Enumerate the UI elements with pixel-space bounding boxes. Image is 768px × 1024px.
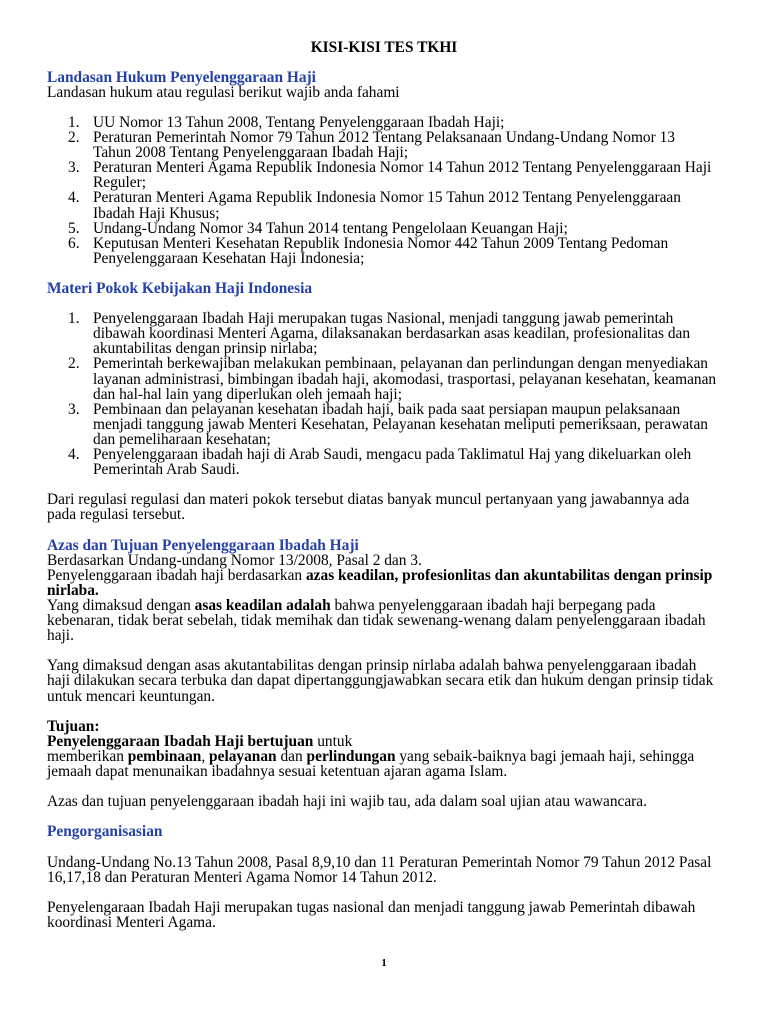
tujuan-label: Tujuan:	[47, 717, 100, 735]
list-item	[47, 356, 747, 401]
list-item-text: Peraturan Menteri Agama Republik Indonesia Nomor 14 Tahun 2012 Tentang Penyelenggaraan Haji Reguler;	[93, 159, 712, 192]
list-item	[47, 160, 747, 190]
list-number: 2.	[68, 355, 80, 373]
list-item-text: Peraturan Pemerintah Nomor 79 Tahun 2012 Tentang Pelaksanaan Undang-Undang Nomor 13 Tahun 2008 Tentang Penyelenggaraan Ibadah Haji;	[93, 129, 675, 162]
azas-basis: Berdasarkan Undang-undang Nomor 13/2008, Pasal 2 dan 3.	[47, 551, 422, 569]
list-number: 3.	[68, 159, 80, 177]
keadilan-bold: asas keadilan adalah	[194, 596, 331, 614]
akuntabilitas-paragraph: Yang dimaksud dengan asas akutantabilitas dengan prinsip nirlaba adalah bahwa penyelenggaraan ibadah haji dilakukan secara terbuka dan dapat dipertanggungjawabkan secara etik dan hukum dengan prinsip tidak untuk mencari keuntungan.	[47, 657, 714, 705]
closing-paragraph: Dari regulasi regulasi dan materi pokok tersebut diatas banyak muncul pertanyaan yang jawabannya ada pada regulasi tersebut.	[47, 491, 690, 524]
list-number: 5.	[68, 219, 80, 237]
list-item-text: Pembinaan dan pelayanan kesehatan ibadah haji, baik pada saat persiapan maupun pelaksanaan menjadi tanggung jawab Menteri Kesehatan, Pelayanan kesehatan meliputi pemeriksaan, perawatan dan pemeliharaan kesehatan;	[93, 400, 708, 448]
list-item	[47, 115, 747, 130]
list-item	[47, 447, 747, 477]
list-number: 4.	[68, 446, 80, 464]
tujuan-body	[47, 749, 747, 779]
list-number: 3.	[68, 400, 80, 418]
document-page	[47, 40, 747, 931]
tujuan-subject-tail: untuk	[313, 732, 353, 750]
section-heading-materi: Materi Pokok Kebijakan Haji Indonesia	[47, 280, 313, 297]
list-item-text: Penyelenggaraan ibadah haji di Arab Saudi, mengacu pada Taklimatul Haj yang dikeluarkan oleh Pemerintah Arab Saudi.	[93, 446, 692, 479]
list-number: 1.	[68, 113, 80, 131]
organisasi-description: Penyelengaraan Ibadah Haji merupakan tugas nasional dan menjadi tanggung jawab Pemerintah dibawah koordinasi Menteri Agama.	[47, 898, 696, 931]
list-item	[47, 130, 747, 160]
azas-principle-paragraph	[47, 568, 747, 598]
list-item-text: Penyelenggaraan Ibadah Haji merupakan tugas Nasional, menjadi tanggung jawab pemerintah dibawah koordinasi Menteri Agama, dilaksanakan berdasarkan asas keadilan, profesionalitas dan akuntabilitas dengan prinsip nirlaba;	[93, 310, 691, 358]
list-item	[47, 311, 747, 356]
section-heading-azas: Azas dan Tujuan Penyelenggaraan Ibadah Haji	[47, 536, 359, 554]
list-item-text: Pemerintah berkewajiban melakukan pembinaan, pelayanan dan perlindungan dengan menyediakan layanan administrasi, bimbingan ibadah haji, akomodasi, trasportasi, pelayanan kesehatan, keamanan dan hal-hal lain yang diperlukan oleh jemaah haji;	[93, 355, 717, 403]
list-item	[47, 236, 747, 266]
landasan-intro: Landasan hukum atau regulasi berikut wajib anda fahami	[47, 83, 400, 101]
keadilan-paragraph	[47, 598, 747, 643]
section-heading-landasan: Landasan Hukum Penyelenggaraan Haji	[47, 68, 316, 86]
section-heading-organisasi: Pengorganisasian	[47, 823, 163, 841]
list-item-text: Peraturan Menteri Agama Republik Indonesia Nomor 15 Tahun 2012 Tentang Penyelenggaraan Ibadah Haji Khusus;	[93, 189, 681, 222]
list-number: 6.	[68, 234, 80, 252]
page-number: 1	[381, 957, 387, 969]
tujuan-subject: Penyelenggaraan Ibadah Haji bertujuan	[47, 732, 314, 750]
tujuan-run: ,	[201, 747, 210, 765]
tujuan-run-perlindungan: perlindungan	[306, 747, 396, 765]
keadilan-rest: bahwa penyelenggaraan ibadah haji berpegang pada kebenaran, tidak berat sebelah, tidak memihak dan tidak sewenang-wenang dalam penyelenggaraan ibadah haji.	[47, 596, 706, 645]
list-item-text: UU Nomor 13 Tahun 2008, Tentang Penyelenggaraan Ibadah Haji;	[93, 113, 505, 131]
list-item-text: Keputusan Menteri Kesehatan Republik Indonesia Nomor 442 Tahun 2009 Tentang Pedoman Penyelenggaraan Kesehatan Haji Indonesia;	[93, 234, 669, 267]
regulation-list	[47, 115, 747, 266]
tujuan-run: yang sebaik-baiknya bagi jemaah haji, sehingga jemaah dapat menunaikan ibadahnya sesuai ketentuan ajaran agama Islam.	[47, 747, 695, 780]
list-item	[47, 190, 747, 220]
list-number: 2.	[68, 129, 80, 147]
principle-bold: azas keadilan, profesionlitas dan akuntabilitas dengan prinsip nirlaba.	[47, 566, 713, 599]
tujuan-run-pelayanan: pelayanan	[209, 747, 277, 765]
tujuan-subject-line	[47, 734, 747, 749]
list-item	[47, 402, 747, 447]
list-number: 1.	[68, 310, 80, 328]
list-item	[47, 221, 747, 236]
tujuan-run-pembinaan: pembinaan	[127, 747, 202, 765]
organisasi-basis: Undang-Undang No.13 Tahun 2008, Pasal 8,9,10 dan 11 Peraturan Pemerintah Nomor 79 Tahun 2012 Pasal 16,17,18 dan Peraturan Menteri Agama Nomor 14 Tahun 2012.	[47, 853, 712, 886]
tujuan-run: memberikan	[47, 747, 128, 765]
list-item-text: Undang-Undang Nomor 34 Tahun 2014 tentang Pengelolaan Keuangan Haji;	[93, 219, 568, 237]
keadilan-lead: Yang dimaksud dengan	[47, 596, 195, 614]
azas-note: Azas dan tujuan penyelenggaraan ibadah haji ini wajib tau, ada dalam soal ujian atau wawancara.	[47, 793, 647, 811]
document-title: KISI-KISI TES TKHI	[310, 38, 458, 56]
principle-lead: Penyelenggaraan ibadah haji berdasarkan	[47, 566, 306, 584]
tujuan-run: dan	[276, 747, 307, 765]
policy-list	[47, 311, 747, 477]
list-number: 4.	[68, 189, 80, 207]
